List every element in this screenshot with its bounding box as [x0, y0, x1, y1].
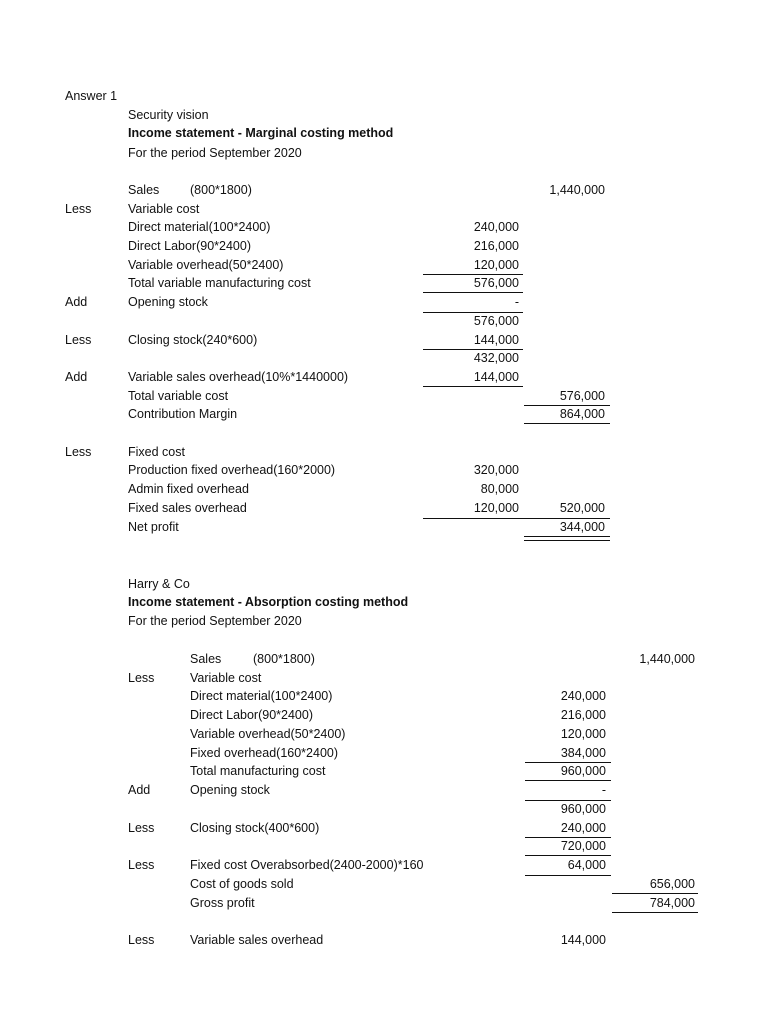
less-label: Less [128, 858, 155, 872]
total-manufacturing-value: 960,000 [560, 764, 606, 778]
statement-period: For the period September 2020 [128, 614, 302, 628]
less-label: Less [65, 333, 92, 347]
net-profit-label: Net profit [128, 520, 179, 534]
statement-title: Income statement - Marginal costing method [128, 126, 394, 140]
direct-labor-label: Direct Labor(90*2400) [190, 708, 313, 722]
opening-stock-value: - [601, 783, 606, 797]
less-label: Less [128, 933, 155, 947]
less-label: Less [65, 445, 92, 459]
total-variable-cost-label: Total variable cost [128, 389, 229, 403]
admin-fixed-overhead-value: 80,000 [480, 482, 519, 496]
direct-material-label: Direct material(100*2400) [190, 689, 333, 703]
answer-label: Answer 1 [65, 89, 118, 103]
company-name: Security vision [128, 108, 209, 122]
admin-fixed-overhead-label: Admin fixed overhead [128, 482, 249, 496]
rule [525, 875, 611, 876]
subtotal-value: 576,000 [473, 314, 519, 328]
fixed-overhead-label: Fixed overhead(160*2400) [190, 746, 339, 760]
rule [612, 912, 698, 913]
double-rule [524, 536, 610, 541]
closing-stock-label: Closing stock(240*600) [128, 333, 258, 347]
company-name: Harry & Co [128, 577, 190, 591]
statement-period: For the period September 2020 [128, 146, 302, 160]
direct-material-value: 240,000 [473, 220, 519, 234]
total-variable-manufacturing-value: 576,000 [473, 276, 519, 290]
rule [524, 423, 610, 424]
rule [525, 780, 611, 781]
direct-material-value: 240,000 [560, 689, 606, 703]
sales-label: Sales [190, 652, 222, 666]
overabsorbed-label: Fixed cost Overabsorbed(2400-2000)*160 [190, 858, 424, 872]
variable-sales-overhead-value: 144,000 [473, 370, 519, 384]
add-label: Add [65, 295, 88, 309]
sales-calc: (800*1800) [190, 183, 252, 197]
rule [612, 893, 698, 894]
subtotal-value: 432,000 [473, 351, 519, 365]
opening-stock-label: Opening stock [190, 783, 270, 797]
net-profit-value: 344,000 [559, 520, 605, 534]
fixed-cost-label: Fixed cost [128, 445, 185, 459]
sales-value: 1,440,000 [549, 183, 605, 197]
cost-of-goods-sold-value: 656,000 [649, 877, 695, 891]
direct-labor-value: 216,000 [560, 708, 606, 722]
direct-labor-value: 216,000 [473, 239, 519, 253]
rule [423, 292, 523, 293]
variable-overhead-label: Variable overhead(50*2400) [128, 258, 284, 272]
opening-stock-label: Opening stock [128, 295, 208, 309]
less-label: Less [128, 821, 155, 835]
gross-profit-label: Gross profit [190, 896, 255, 910]
production-fixed-overhead-label: Production fixed overhead(160*2000) [128, 463, 336, 477]
direct-labor-label: Direct Labor(90*2400) [128, 239, 251, 253]
variable-sales-overhead-value: 144,000 [560, 933, 606, 947]
contribution-margin-label: Contribution Margin [128, 407, 238, 421]
variable-sales-overhead-label: Variable sales overhead [190, 933, 324, 947]
total-variable-manufacturing-label: Total variable manufacturing cost [128, 276, 311, 290]
less-label: Less [65, 202, 92, 216]
direct-material-label: Direct material(100*2400) [128, 220, 271, 234]
statement-title: Income statement - Absorption costing method [128, 595, 409, 609]
closing-stock-label: Closing stock(400*600) [190, 821, 320, 835]
total-variable-cost-value: 576,000 [559, 389, 605, 403]
subtotal-value: 960,000 [560, 802, 606, 816]
total-manufacturing-label: Total manufacturing cost [190, 764, 326, 778]
opening-stock-value: - [514, 295, 519, 309]
overabsorbed-value: 64,000 [567, 858, 606, 872]
gross-profit-value: 784,000 [649, 896, 695, 910]
add-label: Add [128, 783, 151, 797]
fixed-sales-overhead-value: 120,000 [473, 501, 519, 515]
less-label: Less [128, 671, 155, 685]
closing-stock-value: 144,000 [473, 333, 519, 347]
variable-overhead-value: 120,000 [473, 258, 519, 272]
sales-value: 1,440,000 [639, 652, 695, 666]
variable-cost-label: Variable cost [190, 671, 262, 685]
sales-calc: (800*1800) [253, 652, 315, 666]
variable-overhead-label: Variable overhead(50*2400) [190, 727, 346, 741]
sales-label: Sales [128, 183, 160, 197]
closing-stock-value: 240,000 [560, 821, 606, 835]
rule [423, 386, 523, 387]
variable-sales-overhead-label: Variable sales overhead(10%*1440000) [128, 370, 349, 384]
variable-cost-label: Variable cost [128, 202, 200, 216]
production-fixed-overhead-value: 320,000 [473, 463, 519, 477]
fixed-overhead-value: 384,000 [560, 746, 606, 760]
variable-overhead-value: 120,000 [560, 727, 606, 741]
cost-of-goods-sold-label: Cost of goods sold [190, 877, 294, 891]
fixed-cost-total-value: 520,000 [559, 501, 605, 515]
contribution-margin-value: 864,000 [559, 407, 605, 421]
add-label: Add [65, 370, 88, 384]
rule [525, 855, 611, 856]
subtotal-value: 720,000 [560, 839, 606, 853]
fixed-sales-overhead-label: Fixed sales overhead [128, 501, 247, 515]
